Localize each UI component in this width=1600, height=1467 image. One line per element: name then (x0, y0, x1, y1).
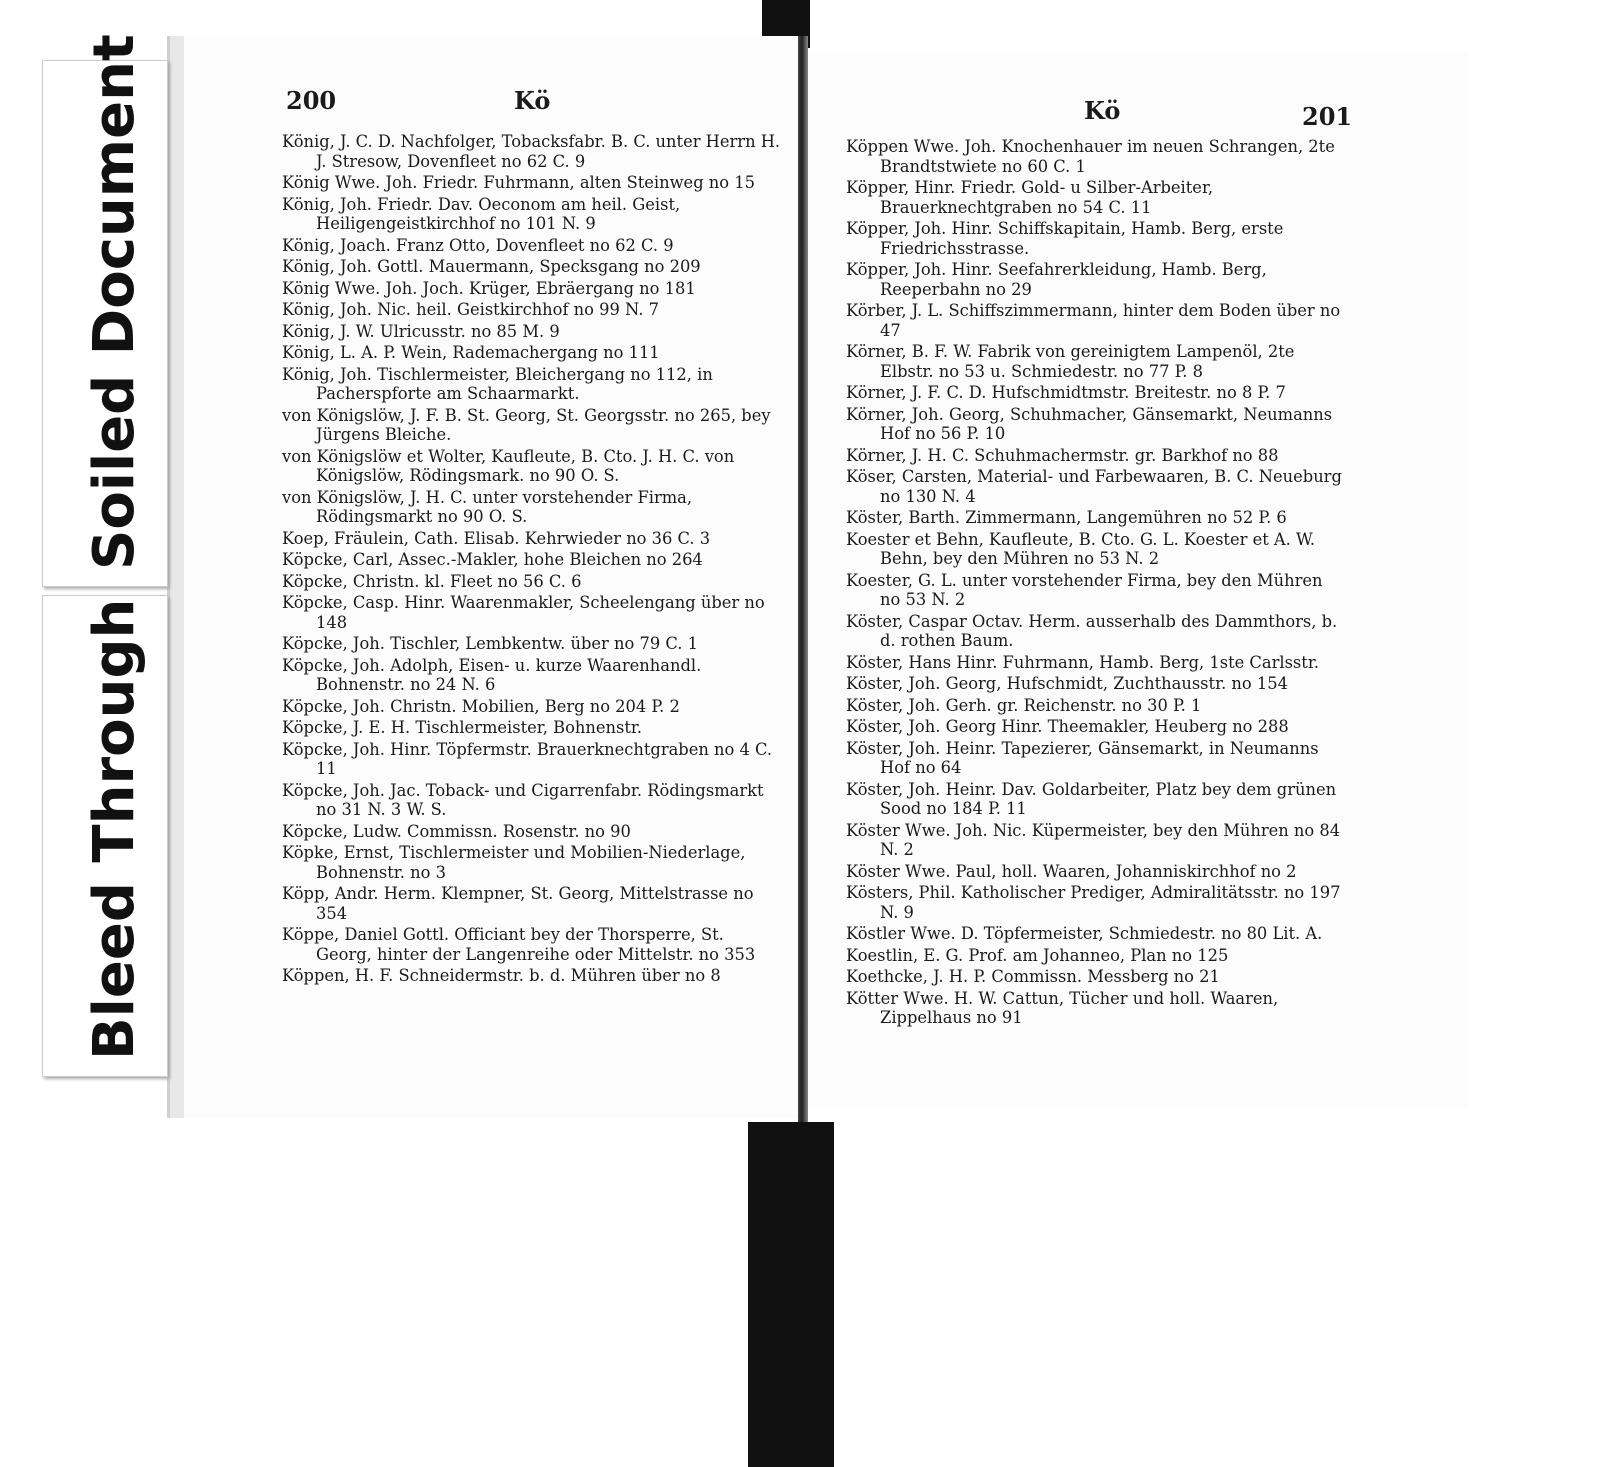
directory-entry-text: von Königslöw et Wolter, Kaufleute, B. Cto. J. H. C. von Königslöw, Rödingsmark. no 90 O. S. (282, 446, 735, 485)
directory-entry-text: Köster, Joh. Georg Hinr. Theemakler, Heuberg no 288 (846, 717, 1289, 736)
directory-entry (846, 137, 1346, 176)
directory-entry (282, 572, 782, 592)
directory-entry-text: Koethcke, J. H. P. Commissn. Messberg no 21 (846, 967, 1220, 986)
bleed-through-label: Bleed Through (82, 598, 147, 1060)
directory-entry-text: Köster, Barth. Zimmermann, Langemühren no 52 P. 6 (846, 508, 1287, 527)
directory-entry (846, 696, 1346, 716)
directory-entry (846, 739, 1346, 778)
directory-entry-text: Köpcke, J. E. H. Tischlermeister, Bohnenstr. (282, 718, 643, 737)
directory-entry (282, 365, 782, 404)
right-running-head: Kö (1084, 96, 1121, 125)
directory-entry-text: Köpcke, Carl, Assec.-Makler, hohe Bleichen no 264 (282, 550, 703, 569)
directory-entry-text: Körner, J. F. C. D. Hufschmidtmstr. Breitestr. no 8 P. 7 (846, 383, 1286, 402)
directory-entry-text: Köpcke, Joh. Tischler, Lembkentw. über no 79 C. 1 (282, 634, 698, 653)
directory-entry-text: König, L. A. P. Wein, Rademachergang no 111 (282, 343, 660, 362)
directory-entry-text: Köster Wwe. Joh. Nic. Küpermeister, bey den Mühren no 84 N. 2 (846, 820, 1341, 859)
directory-entry-text: Köppen, H. F. Schneidermstr. b. d. Mühren über no 8 (282, 966, 721, 985)
directory-entry-text: Köpper, Hinr. Friedr. Gold- u Silber-Arbeiter, Brauerknechtgraben no 54 C. 11 (846, 178, 1214, 217)
directory-entry (282, 173, 782, 193)
book-gutter (798, 36, 808, 1126)
directory-entry-text: Köster, Caspar Octav. Herm. ausserhalb des Dammthors, b. d. rothen Baum. (846, 611, 1338, 650)
directory-entry (282, 925, 782, 964)
directory-entry (282, 550, 782, 570)
directory-entry (282, 132, 782, 171)
left-page-number: 200 (286, 86, 337, 115)
directory-entry (282, 529, 782, 549)
directory-entry-text: König, Joh. Nic. heil. Geistkirchhof no 99 N. 7 (282, 300, 659, 319)
directory-entry (282, 697, 782, 717)
directory-entry-text: König, J. W. Ulricusstr. no 85 M. 9 (282, 321, 560, 341)
directory-entry (282, 343, 782, 363)
directory-entry-text: Köpcke, Joh. Adolph, Eisen- u. kurze Waarenhandl. Bohnenstr. no 24 N. 6 (282, 655, 702, 694)
right-entry-list (846, 137, 1346, 1030)
directory-entry (846, 446, 1346, 466)
directory-entry (846, 508, 1346, 528)
directory-entry (846, 967, 1346, 987)
directory-entry-text: König, Joh. Friedr. Dav. Oeconom am heil. Geist, Heiligengeistkirchhof no 101 N. 9 (282, 194, 681, 233)
directory-entry (282, 740, 782, 779)
directory-entry (846, 530, 1346, 569)
directory-entry (846, 989, 1346, 1028)
directory-entry-text: König, J. C. D. Nachfolger, Tobacksfabr. B. C. unter Herrn H. J. Stresow, Dovenfleet no 62 C. 9 (282, 132, 781, 171)
directory-entry (282, 488, 782, 527)
directory-entry-text: Kötter Wwe. H. W. Cattun, Tücher und holl. Waaren, Zippelhaus no 91 (846, 988, 1279, 1027)
directory-entry (282, 634, 782, 654)
directory-entry (846, 883, 1346, 922)
directory-entry (846, 946, 1346, 966)
directory-entry-text: Köpper, Joh. Hinr. Seefahrerkleidung, Hamb. Berg, Reeperbahn no 29 (846, 260, 1267, 299)
directory-entry (846, 342, 1346, 381)
directory-entry-text: von Königslöw, J. H. C. unter vorstehender Firma, Rödingsmarkt no 90 O. S. (282, 487, 693, 526)
directory-entry (846, 301, 1346, 340)
directory-entry (846, 467, 1346, 506)
directory-entry-text: Köpcke, Ludw. Commissn. Rosenstr. no 90 (282, 821, 631, 841)
directory-entry-text: König, Joh. Tischlermeister, Bleichergang no 112, in Pacherspforte am Schaarmarkt. (282, 364, 713, 403)
directory-entry (846, 405, 1346, 444)
directory-entry-text: von Königslöw, J. F. B. St. Georg, St. Georgsstr. no 265, bey Jürgens Bleiche. (282, 405, 771, 444)
directory-entry (282, 781, 782, 820)
directory-entry-text: Körner, J. H. C. Schuhmachermstr. gr. Barkhof no 88 (846, 445, 1279, 465)
directory-entry-text: Koester et Behn, Kaufleute, B. Cto. G. L. Koester et A. W. Behn, bey den Mühren no 53 N. 2 (846, 529, 1316, 568)
right-page-number: 201 (1302, 102, 1353, 131)
directory-entry (282, 322, 782, 342)
directory-entry (846, 219, 1346, 258)
directory-entry-text: Köster, Joh. Gerh. gr. Reichenstr. no 30 P. 1 (846, 695, 1202, 715)
directory-entry (846, 383, 1346, 403)
directory-entry (282, 843, 782, 882)
directory-entry-text: Körber, J. L. Schiffszimmermann, hinter dem Boden über no 47 (846, 301, 1341, 340)
directory-entry-text: König, Joh. Gottl. Mauermann, Specksgang no 209 (282, 257, 701, 276)
directory-entry-text: Köstler Wwe. D. Töpfermeister, Schmiedestr. no 80 Lit. A. (846, 924, 1323, 943)
directory-entry (282, 195, 782, 234)
directory-entry (282, 656, 782, 695)
left-entry-list (282, 132, 782, 988)
directory-entry-text: Köppen Wwe. Joh. Knochenhauer im neuen Schrangen, 2te Brandtstwiete no 60 C. 1 (846, 137, 1335, 176)
directory-entry (846, 717, 1346, 737)
directory-entry-text: Köpp, Andr. Herm. Klempner, St. Georg, Mittelstrasse no 354 (282, 884, 754, 923)
directory-entry (282, 257, 782, 277)
directory-entry-text: Köster, Joh. Heinr. Tapezierer, Gänsemarkt, in Neumanns Hof no 64 (846, 738, 1319, 777)
directory-entry-text: Koester, G. L. unter vorstehender Firma, bey den Mühren no 53 N. 2 (846, 570, 1323, 609)
directory-entry-text: Körner, Joh. Georg, Schuhmacher, Gänsemarkt, Neumanns Hof no 56 P. 10 (846, 404, 1333, 443)
directory-entry-text: Köpke, Ernst, Tischlermeister und Mobilien-Niederlage, Bohnenstr. no 3 (282, 843, 746, 882)
directory-entry-text: Köser, Carsten, Material- und Farbewaaren, B. C. Neueburg no 130 N. 4 (846, 467, 1342, 506)
soiled-document-label: Soiled Document (82, 34, 147, 570)
directory-entry-text: Köppe, Daniel Gottl. Officiant bey der Thorsperre, St. Georg, hinter der Langenreihe oder Mittelstr. no 353 (282, 925, 756, 964)
directory-entry (282, 822, 782, 842)
directory-entry (846, 178, 1346, 217)
directory-entry (282, 966, 782, 986)
directory-entry-text: Köster, Joh. Heinr. Dav. Goldarbeiter, Platz bey dem grünen Sood no 184 P. 11 (846, 779, 1337, 818)
directory-entry-text: Köpcke, Christn. kl. Fleet no 56 C. 6 (282, 571, 582, 591)
directory-entry-text: Köpcke, Joh. Hinr. Töpfermstr. Brauerknechtgraben no 4 C. 11 (282, 739, 773, 778)
directory-entry (846, 924, 1346, 944)
directory-entry-text: Koestlin, E. G. Prof. am Johanneo, Plan no 125 (846, 945, 1229, 965)
directory-entry (846, 653, 1346, 673)
directory-entry-text: Köpper, Joh. Hinr. Schiffskapitain, Hamb. Berg, erste Friedrichsstrasse. (846, 219, 1284, 258)
directory-entry (846, 260, 1346, 299)
directory-entry-text: Köster, Joh. Georg, Hufschmidt, Zuchthausstr. no 154 (846, 674, 1288, 693)
directory-entry-text: Köster, Hans Hinr. Fuhrmann, Hamb. Berg, 1ste Carlsstr. (846, 652, 1319, 672)
directory-entry (282, 300, 782, 320)
left-running-head: Kö (514, 86, 551, 115)
directory-entry-text: Köpcke, Joh. Jac. Toback- und Cigarrenfabr. Rödingsmarkt no 31 N. 3 W. S. (282, 780, 764, 819)
directory-entry-text: Köster Wwe. Paul, holl. Waaren, Johanniskirchhof no 2 (846, 861, 1297, 881)
directory-entry (846, 571, 1346, 610)
directory-entry-text: König, Joach. Franz Otto, Dovenfleet no 62 C. 9 (282, 235, 674, 255)
directory-entry (282, 447, 782, 486)
directory-entry (846, 821, 1346, 860)
directory-entry (282, 718, 782, 738)
directory-entry (282, 406, 782, 445)
directory-entry-text: König Wwe. Joh. Friedr. Fuhrmann, alten Steinweg no 15 (282, 173, 755, 192)
directory-entry (282, 236, 782, 256)
bottom-black-marker (748, 1122, 834, 1467)
directory-entry (282, 279, 782, 299)
directory-entry (846, 862, 1346, 882)
directory-entry-text: Köpcke, Casp. Hinr. Waarenmakler, Scheelengang über no 148 (282, 593, 765, 632)
directory-entry-text: Köpcke, Joh. Christn. Mobilien, Berg no 204 P. 2 (282, 696, 680, 716)
directory-entry (846, 674, 1346, 694)
directory-entry-text: Körner, B. F. W. Fabrik von gereinigtem Lampenöl, 2te Elbstr. no 53 u. Schmiedestr. no 77 P. 8 (846, 342, 1295, 381)
directory-entry (846, 780, 1346, 819)
directory-entry (846, 612, 1346, 651)
directory-entry-text: König Wwe. Joh. Joch. Krüger, Ebräergang no 181 (282, 278, 696, 298)
directory-entry (282, 884, 782, 923)
directory-entry-text: Koep, Fräulein, Cath. Elisab. Kehrwieder no 36 C. 3 (282, 528, 711, 548)
directory-entry (282, 593, 782, 632)
directory-entry-text: Kösters, Phil. Katholischer Prediger, Admiralitätsstr. no 197 N. 9 (846, 883, 1341, 922)
